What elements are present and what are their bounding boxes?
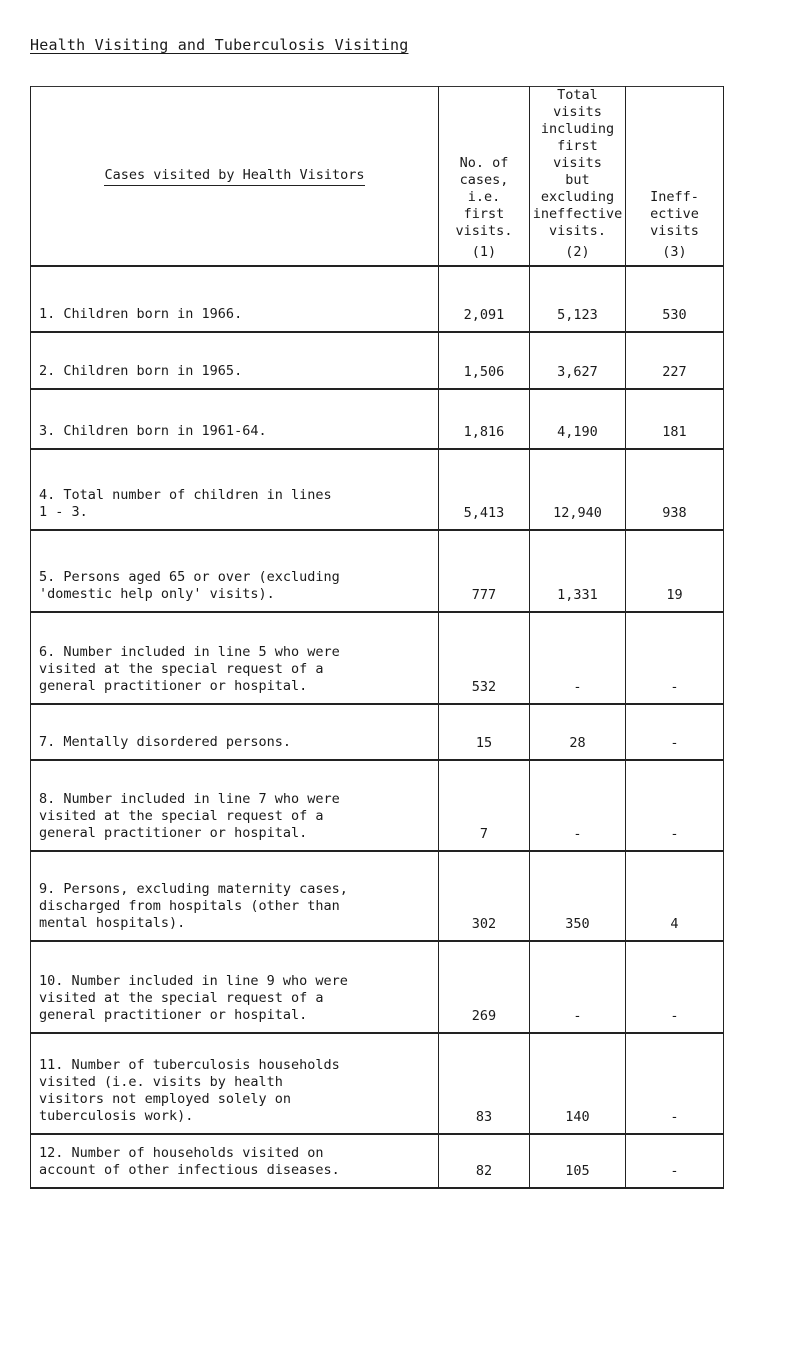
cell-ineffective-visits: 938 [626, 449, 724, 530]
cell-ineffective-visits: 181 [626, 389, 724, 449]
table-row [31, 612, 724, 704]
row-description: 11. Number of tuberculosis households visited (i.e. visits by health visitors not employed solely on tuberculosis work). [31, 1033, 439, 1134]
cell-ineffective-visits: 4 [626, 851, 724, 941]
table-row [31, 851, 724, 941]
cell-first-visits: 269 [439, 941, 530, 1033]
header-first-visits: No. of cases, i.e. first visits. (1) [439, 87, 530, 267]
table-row [31, 1033, 724, 1134]
row-description: 6. Number included in line 5 who were visited at the special request of a general practitioner or hospital. [31, 612, 439, 704]
cell-total-visits: 3,627 [530, 332, 626, 389]
table-row [31, 389, 724, 449]
cell-total-visits: 140 [530, 1033, 626, 1134]
row-description: 10. Number included in line 9 who were visited at the special request of a general practitioner or hospital. [31, 941, 439, 1033]
cell-ineffective-visits: - [626, 704, 724, 760]
cell-first-visits: 1,506 [439, 332, 530, 389]
table-row [31, 332, 724, 389]
cell-total-visits: 12,940 [530, 449, 626, 530]
cell-total-visits: 5,123 [530, 266, 626, 332]
cell-ineffective-visits: 19 [626, 530, 724, 612]
visits-table [30, 86, 724, 1189]
row-description: 9. Persons, excluding maternity cases, discharged from hospitals (other than mental hospitals). [31, 851, 439, 941]
cell-total-visits: 1,331 [530, 530, 626, 612]
header-total-visits: Total visits including first visits but excluding ineffective visits. (2) [530, 87, 626, 267]
row-description: 3. Children born in 1961-64. [31, 389, 439, 449]
cell-total-visits: 28 [530, 704, 626, 760]
row-description: 5. Persons aged 65 or over (excluding 'domestic help only' visits). [31, 530, 439, 612]
header-description: Cases visited by Health Visitors [31, 87, 439, 267]
row-description: 12. Number of households visited on account of other infectious diseases. [31, 1134, 439, 1188]
cell-total-visits: 350 [530, 851, 626, 941]
cell-first-visits: 15 [439, 704, 530, 760]
cell-first-visits: 5,413 [439, 449, 530, 530]
row-description: 7. Mentally disordered persons. [31, 704, 439, 760]
cell-first-visits: 302 [439, 851, 530, 941]
table-row [31, 704, 724, 760]
cell-ineffective-visits: 530 [626, 266, 724, 332]
cell-first-visits: 7 [439, 760, 530, 851]
header-ineffective-visits: Ineff- ective visits (3) [626, 87, 724, 267]
cell-ineffective-visits: - [626, 1033, 724, 1134]
table-row [31, 941, 724, 1033]
cell-first-visits: 1,816 [439, 389, 530, 449]
row-description: 2. Children born in 1965. [31, 332, 439, 389]
cell-total-visits: 4,190 [530, 389, 626, 449]
cell-first-visits: 532 [439, 612, 530, 704]
table-row [31, 530, 724, 612]
cell-first-visits: 82 [439, 1134, 530, 1188]
cell-total-visits: - [530, 760, 626, 851]
cell-ineffective-visits: 227 [626, 332, 724, 389]
table-row [31, 266, 724, 332]
cell-total-visits: - [530, 612, 626, 704]
row-description: 4. Total number of children in lines 1 - 3. [31, 449, 439, 530]
cell-first-visits: 83 [439, 1033, 530, 1134]
cell-total-visits: 105 [530, 1134, 626, 1188]
cell-first-visits: 777 [439, 530, 530, 612]
cell-total-visits: - [530, 941, 626, 1033]
cell-ineffective-visits: - [626, 612, 724, 704]
table-row [31, 760, 724, 851]
cell-ineffective-visits: - [626, 1134, 724, 1188]
row-description: 1. Children born in 1966. [31, 266, 439, 332]
page-title: Health Visiting and Tuberculosis Visiting [30, 36, 409, 54]
table-header-row [31, 87, 724, 267]
row-description: 8. Number included in line 7 who were visited at the special request of a general practitioner or hospital. [31, 760, 439, 851]
cell-ineffective-visits: - [626, 760, 724, 851]
table-row [31, 1134, 724, 1188]
table-row [31, 449, 724, 530]
cell-ineffective-visits: - [626, 941, 724, 1033]
cell-first-visits: 2,091 [439, 266, 530, 332]
